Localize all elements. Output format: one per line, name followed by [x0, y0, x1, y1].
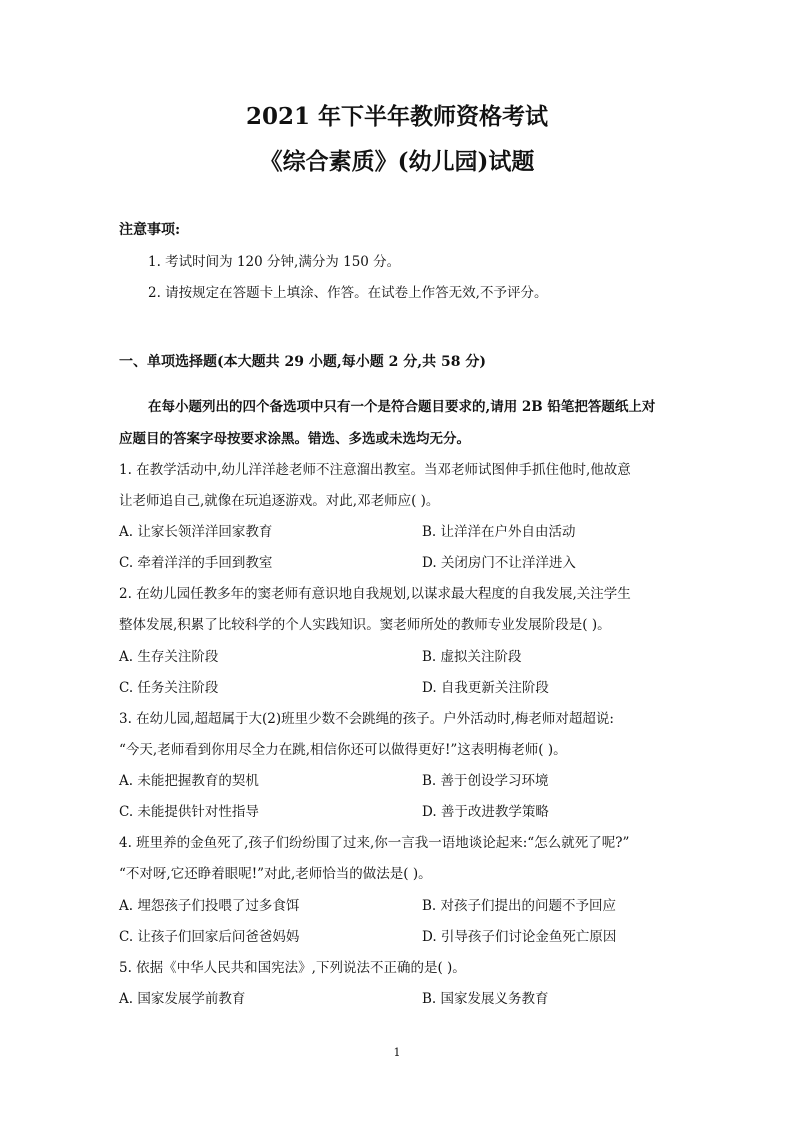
question-2-stem-line-1: 2. 在幼儿园任教多年的窦老师有意识地自我规划,以谋求最大程度的自我发展,关注学生: [119, 586, 631, 602]
notice-heading: 注意事项:: [119, 222, 181, 238]
notice-item-1: 1. 考试时间为 120 分钟,满分为 150 分。: [148, 254, 401, 270]
question-1-option-c: C. 牵着洋洋的手回到教室: [119, 555, 273, 571]
question-1-stem-line-1: 1. 在教学活动中,幼儿洋洋趁老师不注意溜出教室。当邓老师试图伸手抓住他时,他故意: [119, 462, 631, 478]
question-5-stem-line-1: 5. 依据《中华人民共和国宪法》,下列说法不正确的是( )。: [119, 960, 466, 976]
question-4-option-d: D. 引导孩子们讨论金鱼死亡原因: [422, 929, 617, 945]
question-1-option-d: D. 关闭房门不让洋洋进入: [422, 555, 576, 571]
instruction-line-1: 在每小题列出的四个备选项中只有一个是符合题目要求的,请用 2B 铅笔把答题纸上对: [148, 399, 656, 415]
question-4-option-a: A. 埋怨孩子们投喂了过多食饵: [119, 898, 300, 914]
notice-item-2: 2. 请按规定在答题卡上填涂、作答。在试卷上作答无效,不予评分。: [148, 285, 548, 301]
exam-title: 2021 年下半年教师资格考试: [245, 103, 549, 130]
question-2-option-b: B. 虚拟关注阶段: [422, 649, 522, 665]
question-4-option-b: B. 对孩子们提出的问题不予回应: [422, 898, 617, 914]
section-heading: 一、单项选择题(本大题共 29 小题,每小题 2 分,共 58 分): [119, 354, 486, 370]
question-2-option-d: D. 自我更新关注阶段: [422, 680, 549, 696]
question-3-stem-line-1: 3. 在幼儿园,超超属于大(2)班里少数不会跳绳的孩子。户外活动时,梅老师对超超说:: [119, 711, 614, 727]
question-5-option-b: B. 国家发展义务教育: [422, 991, 549, 1007]
question-4-option-c: C. 让孩子们回家后问爸爸妈妈: [119, 929, 300, 945]
question-3-stem-line-2: “今天,老师看到你用尽全力在跳,相信你还可以做得更好!”这表明梅老师( )。: [119, 742, 567, 758]
question-4-stem-line-1: 4. 班里养的金鱼死了,孩子们纷纷围了过来,你一言我一语地谈论起来:“怎么就死了呢?”: [119, 835, 630, 851]
question-3-option-c: C. 未能提供针对性指导: [119, 804, 259, 820]
instruction-line-2: 应题目的答案字母按要求涂黑。错选、多选或未选均无分。: [119, 431, 470, 447]
exam-subtitle: 《综合素质》(幼儿园)试题: [259, 148, 535, 175]
question-3-option-a: A. 未能把握教育的契机: [119, 773, 259, 789]
question-1-stem-line-2: 让老师追自己,就像在玩追逐游戏。对此,邓老师应( )。: [119, 493, 440, 509]
question-2-stem-line-2: 整体发展,积累了比较科学的个人实践知识。窦老师所处的教师专业发展阶段是( )。: [119, 617, 611, 633]
question-4-stem-line-2: “不对呀,它还睁着眼呢!”对此,老师恰当的做法是( )。: [119, 866, 432, 882]
question-2-option-c: C. 任务关注阶段: [119, 680, 219, 696]
question-1-option-a: A. 让家长领洋洋回家教育: [119, 524, 273, 540]
question-5-option-a: A. 国家发展学前教育: [119, 991, 246, 1007]
question-1-option-b: B. 让洋洋在户外自由活动: [422, 524, 576, 540]
question-3-option-b: B. 善于创设学习环境: [422, 773, 549, 789]
question-2-option-a: A. 生存关注阶段: [119, 649, 219, 665]
page-number: 1: [393, 1046, 401, 1059]
question-3-option-d: D. 善于改进教学策略: [422, 804, 549, 820]
